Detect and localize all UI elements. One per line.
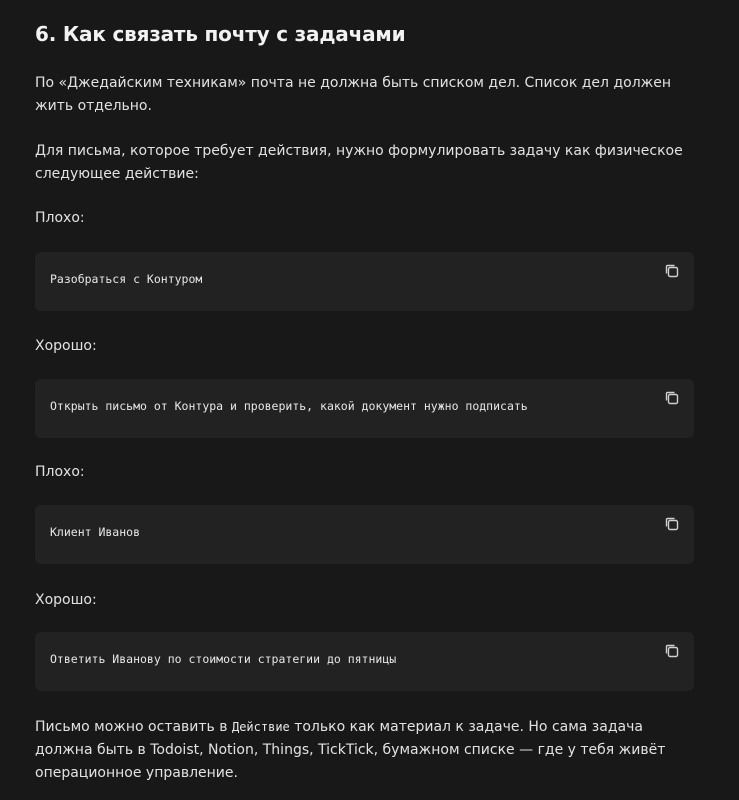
conclusion-text-before: Письмо можно оставить в [35, 719, 232, 735]
example-label-bad-1: Плохо: [35, 210, 85, 226]
section-heading: 6. Как связать почту с задачами [35, 22, 406, 46]
example-label-bad-2: Плохо: [35, 464, 85, 480]
code-text: Клиент Иванов [50, 525, 141, 539]
code-text: Открыть письмо от Контура и проверить, какой документ нужно подписать [50, 399, 528, 413]
code-text: Разобраться с Контуром [50, 272, 203, 286]
code-text: Ответить Иванову по стоимости стратегии до пятницы [50, 652, 397, 666]
code-block-bad-2 [35, 505, 694, 564]
copy-icon[interactable] [663, 262, 681, 280]
intro-paragraph: По «Джедайским техникам» почта не должна быть списком дел. Список дел должен жить отдельно. [35, 75, 672, 114]
code-block-good-1 [35, 379, 694, 438]
instruction-paragraph: Для письма, которое требует действия, нужно формулировать задачу как физическое следующее действие: [35, 143, 683, 182]
copy-icon[interactable] [663, 642, 681, 660]
example-label-good-2: Хорошо: [35, 592, 97, 608]
code-block-good-2 [35, 632, 694, 691]
example-label-good-1: Хорошо: [35, 338, 97, 354]
code-block-bad-1 [35, 252, 694, 311]
conclusion-text-after: только как материал к задаче. Но сама задача должна быть в Todoist, Notion, Things, TickTick, бумажном списке — где у тебя живёт операционное управление. [35, 719, 666, 781]
inline-code: Действие [231, 720, 290, 734]
conclusion-paragraph [35, 716, 700, 785]
copy-icon[interactable] [663, 389, 681, 407]
copy-icon[interactable] [663, 515, 681, 533]
